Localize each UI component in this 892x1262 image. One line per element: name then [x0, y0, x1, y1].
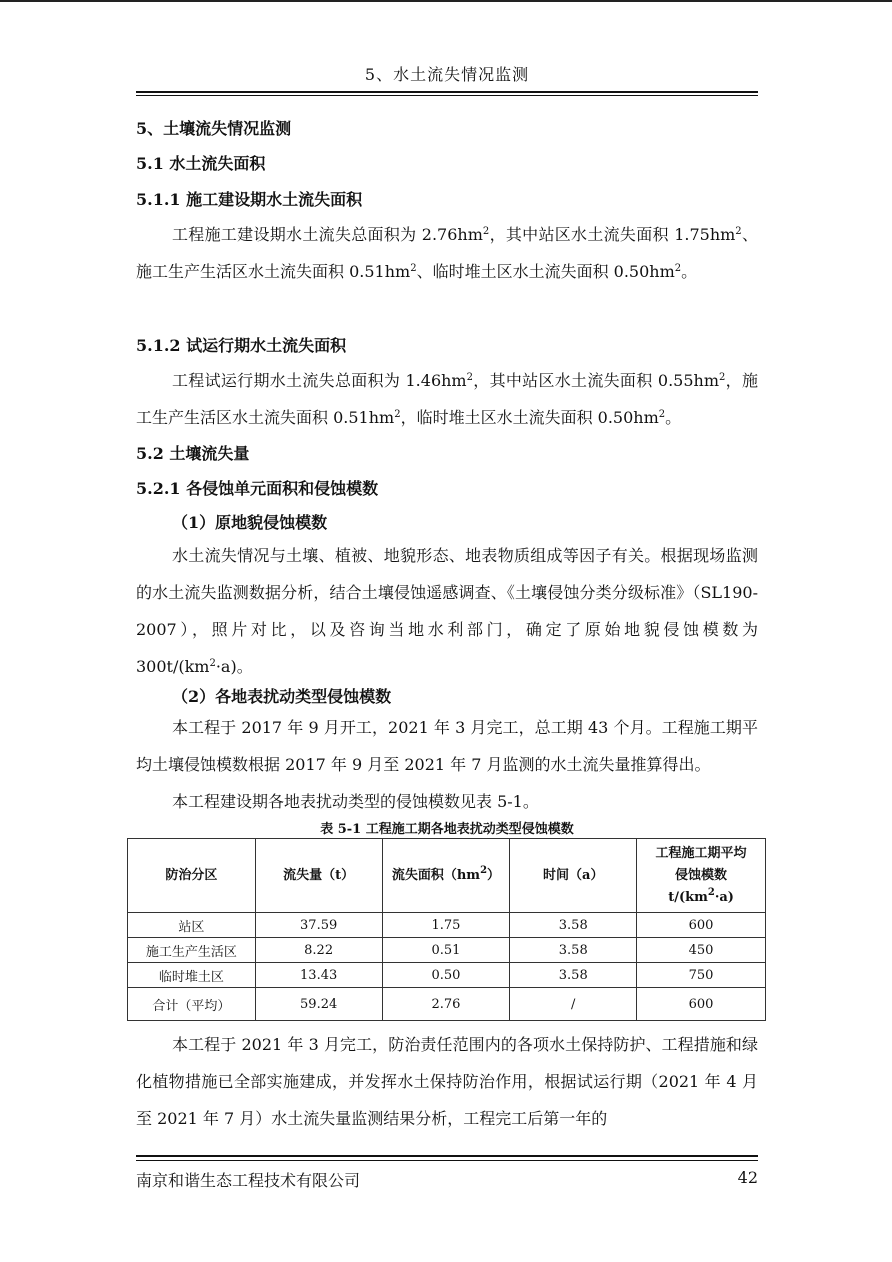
header-erosion-modulus: 工程施工期平均 侵蚀模数 $t/(km^2\cdot a)$ — [637, 839, 766, 913]
heading-5-2-1: 5.2.1 各侵蚀单元面积和侵蚀模数 — [136, 479, 379, 498]
page-number: 42 — [737, 1168, 758, 1187]
cell-zone: 站区 — [128, 913, 256, 938]
cell-zone: 施工生产生活区 — [128, 938, 256, 963]
cell-loss-amount: 37.59 — [255, 913, 382, 938]
cell-loss-amount: 13.43 — [255, 963, 382, 988]
cell-erosion-modulus: 600 — [637, 988, 766, 1021]
cell-time: 3.58 — [510, 913, 637, 938]
footer-rule-thick — [136, 1155, 758, 1157]
table-row — [128, 913, 766, 938]
cell-loss-area: 2.76 — [382, 988, 510, 1021]
heading-5: 5、土壤流失情况监测 — [136, 119, 292, 138]
cell-time: 3.58 — [510, 938, 637, 963]
heading-5-1: 5.1 水土流失面积 — [136, 154, 266, 173]
footer-rule-thin — [136, 1160, 758, 1161]
table-caption: 表 5-1 工程施工期各地表扰动类型侵蚀模数 — [320, 822, 574, 837]
cell-zone: 合计（平均） — [128, 988, 256, 1021]
running-header-title: 5、水土流失情况监测 — [364, 65, 530, 84]
paragraph-trial-period: 本工程于 2021 年 3 月完工，防治责任范围内的各项水土保持防护、工程措施和绿化植物措施已全部实施建成，并发挥水土保持防治作用，根据试运行期（2021 年 4 月至 2021 年 7 月）水土流失量监测结果分析，工程完工后第一年的 — [136, 1035, 758, 1128]
subheading-disturbance-types: （2）各地表扰动类型侵蚀模数 — [172, 687, 392, 706]
table-total-row — [128, 988, 766, 1021]
footer-company: 南京和谐生态工程技术有限公司 — [136, 1171, 361, 1190]
header-zone: 防治分区 — [128, 839, 256, 913]
cell-zone: 临时堆土区 — [128, 963, 256, 988]
erosion-modulus-table — [127, 838, 766, 1021]
table-row — [128, 938, 766, 963]
table-row — [128, 963, 766, 988]
cell-time: / — [510, 988, 637, 1021]
table-header-row — [128, 839, 766, 913]
header-time: 时间（a） — [510, 839, 637, 913]
cell-erosion-modulus: 450 — [637, 938, 766, 963]
header-loss-area: 流失面积$(hm^2)$ — [382, 839, 510, 913]
subheading-original-landform: （1）原地貌侵蚀模数 — [172, 513, 328, 532]
paragraph-trial-area: 工程试运行期水土流失总面积为 $1.46hm^2$，其中站区水土流失面积 $0.55hm^2$，施工生产生活区水土流失面积 $0.51hm^2$，临时堆土区水土流失面积 $0.50hm^2$。 — [136, 371, 758, 427]
header-rule-thin — [136, 95, 758, 96]
cell-erosion-modulus: 750 — [637, 963, 766, 988]
paragraph-original-erosion: 水土流失情况与土壤、植被、地貌形态、地表物质组成等因子有关。根据现场监测的水土流失监测数据分析，结合土壤侵蚀遥感调查、《土壤侵蚀分类分级标准》（SL190-2007），照片对比，以及咨询当地水利部门，确定了原始地貌侵蚀模数为 $300t/(km^2\cdot a)$。 — [136, 546, 758, 676]
cell-loss-area: 0.50 — [382, 963, 510, 988]
paragraph-construction-area: 工程施工建设期水土流失总面积为 $2.76hm^2$，其中站区水土流失面积 $1.75hm^2$、施工生产生活区水土流失面积 $0.51hm^2$、临时堆土区水土流失面积 $0.50hm^2$。 — [136, 225, 758, 281]
cell-time: 3.58 — [510, 963, 637, 988]
heading-5-1-1: 5.1.1 施工建设期水土流失面积 — [136, 190, 363, 209]
page-top-border — [0, 0, 892, 2]
paragraph-schedule: 本工程于 2017 年 9 月开工，2021 年 3 月完工，总工期 43 个月。工程施工期平均土壤侵蚀模数根据 2017 年 9 月至 2021 年 7 月监测的水土流失量推算得出。 — [136, 718, 758, 774]
header-rule-thick — [136, 91, 758, 93]
heading-5-2: 5.2 土壤流失量 — [136, 444, 250, 463]
header-loss-amount: 流失量（t） — [255, 839, 382, 913]
cell-loss-amount: 8.22 — [255, 938, 382, 963]
cell-loss-amount: 59.24 — [255, 988, 382, 1021]
cell-erosion-modulus: 600 — [637, 913, 766, 938]
cell-loss-area: 1.75 — [382, 913, 510, 938]
heading-5-1-2: 5.1.2 试运行期水土流失面积 — [136, 336, 347, 355]
paragraph-table-ref: 本工程建设期各地表扰动类型的侵蚀模数见表 5-1。 — [172, 792, 539, 811]
cell-loss-area: 0.51 — [382, 938, 510, 963]
